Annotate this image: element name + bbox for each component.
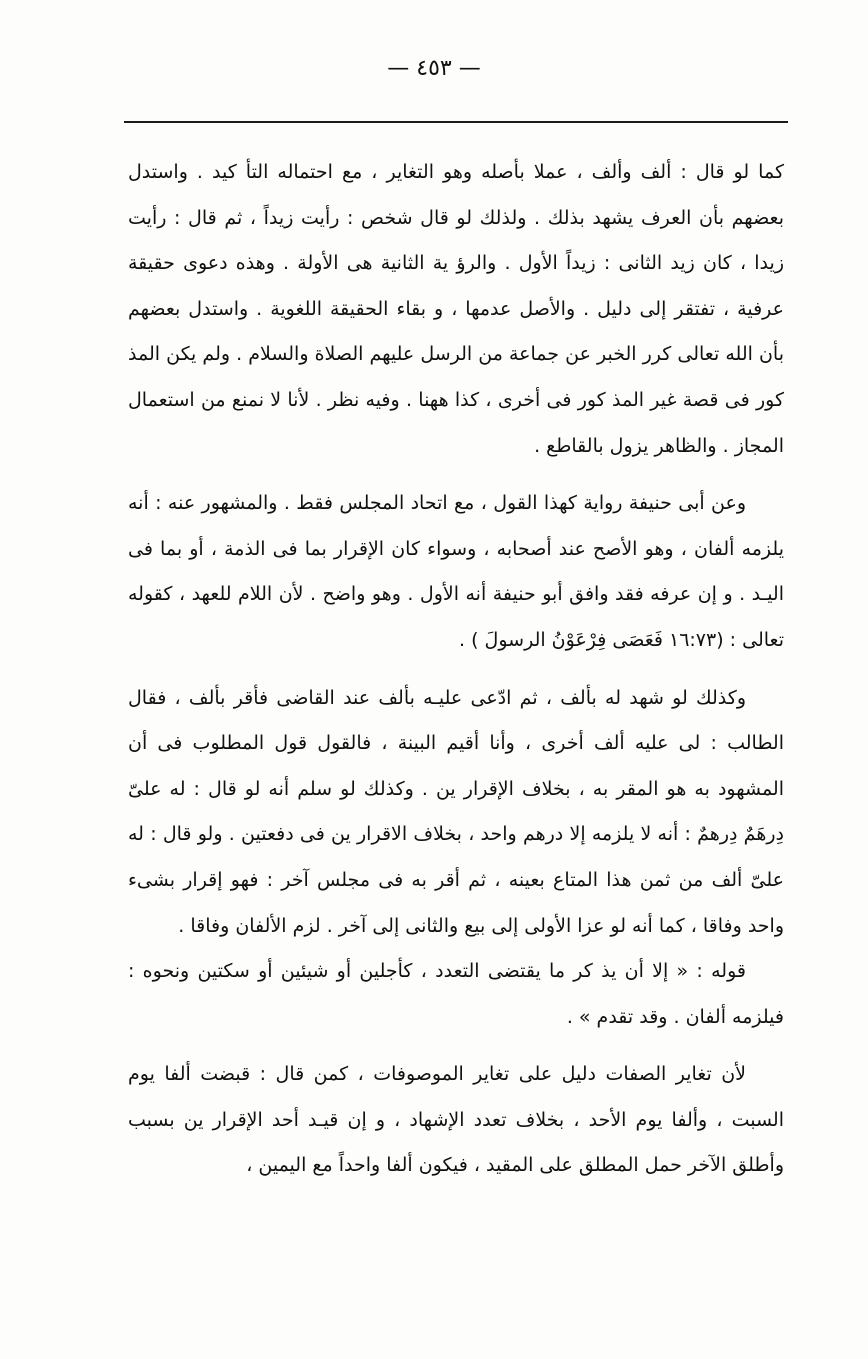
paragraph-2: وعن أبى حنيفة رواية كهذا القول ، مع اتحاد المجلس فقط . والمشهور عنه : أنه يلزمه ألفان ، وهو الأصح عند أصحابه ، وسواء كان الإقرار بما فى الذمة ، أو بما فى اليـد . و إن عرفه فقد وافق أبو حنيفة أنه الأول . وهو واضح . لأن اللام للعهد ، كقوله تعالى : (١٦:٧٣ فَعَصَى فِرْعَوْنُ الرسولَ ) .	[128, 492, 784, 651]
paragraph-5: لأن تغاير الصفات دليل على تغاير الموصوفات ، كمن قال : قبضت ألفا يوم السبت ، وألفا يوم الأحد ، بخلاف تعدد الإشهاد ، و إن قيـد أحد الإقرار ين بسبب وأطلق الآخر حمل المطلق على المقيد ، فيكون ألفا واحداً مع اليمين ،	[128, 1063, 784, 1177]
paragraph-1: كما لو قال : ألف وألف ، عملا بأصله وهو التغاير ، مع احتماله التأ كيد . واستدل بعضهم بأن العرف يشهد بذلك . ولذلك لو قال شخص : رأيت زيداً ، ثم قال : رأيت زيدا ، كان زيد الثانى : زيداً الأول . والرؤ ية الثانية هى الأولة . وهذه دعوى حقيقة عرفية ، تفتقر إلى دليل . والأصل عدمها ، و بقاء الحقيقة اللغوية . واستدل بعضهم بأن الله تعالى كرر الخبر عن جماعة من الرسل عليهم الصلاة والسلام . ولم يكن المذ كور فى قصة غير المذ كور فى أخرى ، كذا ههنا . وفيه نظر . لأنا لا نمنع من استعمال المجاز . والظاهر يزول بالقاطع .	[128, 161, 784, 457]
page-number: — ٤٥٣ —	[387, 56, 481, 81]
header-rule	[124, 121, 788, 123]
paragraph-4: قوله : « إلا أن يذ كر ما يقتضى التعدد ، كأجلين أو شيئين أو سكتين ونحوه : فيلزمه ألفان . وقد تقدم » .	[128, 960, 784, 1028]
page-body	[128, 150, 784, 1189]
paragraph-3: وكذلك لو شهد له بألف ، ثم ادّعى عليـه بألف عند القاضى فأقر بألف ، فقال الطالب : لى عليه ألف أخرى ، وأنا أقيم البينة ، فالقول قول المطلوب فى أن المشهود به هو المقر به ، بخلاف الإقرار ين . وكذلك لو سلم أنه لو قال : له علىّ دِرهَمٌ دِرهمٌ : أنه لا يلزمه إلا درهم واحد ، بخلاف الاقرار ين فى دفعتين . ولو قال : له علىّ ألف من ثمن هذا المتاع بعينه ، ثم أقر به فى مجلس آخر : فهو إقرار بشىء واحد وفاقا ، كما أنه لو عزا الأولى إلى بيع والثانى إلى آخر . لزم الألفان وفاقا .	[128, 686, 784, 937]
